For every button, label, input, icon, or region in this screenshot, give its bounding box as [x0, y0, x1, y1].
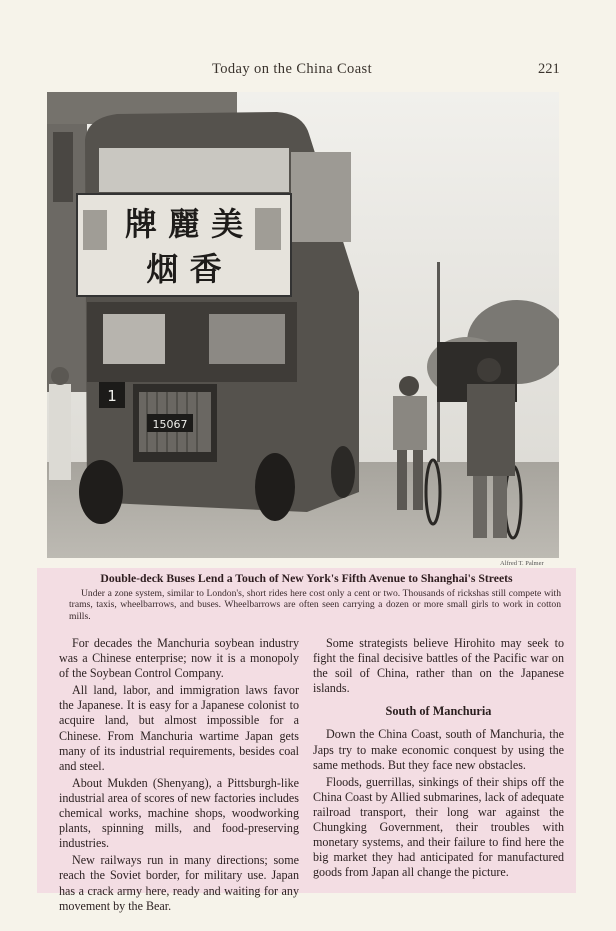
bus-photograph — [47, 92, 559, 558]
sign-top-text: 牌 麗 美 — [124, 205, 244, 243]
running-title: Today on the China Coast — [212, 61, 373, 77]
page-number: 221 — [538, 61, 560, 77]
section-heading: South of Manchuria — [385, 704, 492, 719]
paragraph: For decades the Manchuria soybean industry was a Chinese enterprise; now it is a monopoly of the Soybean Control Company. — [59, 636, 299, 681]
paragraph: About Mukden (Shenyang), a Pittsburgh-like industrial area of scores of new factories includes chemical works, machine shops, woodworking plants, spinning mills, and food-preserving industries. — [59, 775, 299, 851]
paragraph: Floods, guerrillas, sinkings of their ships off the China Coast by Allied submarines, lack of adequate railroad transport, their long war against the Chungking Government, their troubles with monetary systems, and their failure to find here the big market they had anticipated for manufactured goods from Japan all change the picture. — [313, 774, 564, 880]
paragraph: Down the China Coast, south of Manchuria, the Japs try to make economic conquest by using the same methods. But they face new obstacles. — [313, 727, 564, 772]
caption-body — [69, 588, 561, 622]
article-right-column — [313, 636, 564, 882]
paragraph: Some strategists believe Hirohito may seek to fight the final decisive battles of the Pacific war on the soil of China, rather than on the Japanese islands. — [313, 636, 564, 696]
caption-text: Under a zone system, similar to London's, short rides here cost only a cent or two. Thousands of rickshas still compete with trams, taxis, wheelbarrows, and buses. Wheelbarrows are often seen carrying a dozen or more small girls to work in cotton mills. — [69, 588, 561, 622]
running-head — [0, 61, 616, 79]
caption-title: Double-deck Buses Lend a Touch of New York's Fifth Avenue to Shanghai's Streets — [100, 572, 513, 585]
bus-route-number: 1 — [107, 387, 117, 405]
article-left-column — [59, 636, 299, 916]
sign-bottom-text: 烟 香 — [146, 250, 222, 288]
paragraph: All land, labor, and immigration laws favor the Japanese. It is easy for a Japanese colonist to acquire land, but almost impossible for a Chinese. From Manchuria wartime Japan gets many of its industrial requirements, besides coal and steel. — [59, 683, 299, 773]
bus-plate: 15067 — [152, 418, 188, 431]
photo-credit: Alfred T. Palmer — [500, 560, 544, 567]
paragraph: New railways run in many directions; some reach the Soviet border, for military use. Japan has a crack army here, ready and waiting for any movement by the Bear. — [59, 853, 299, 913]
